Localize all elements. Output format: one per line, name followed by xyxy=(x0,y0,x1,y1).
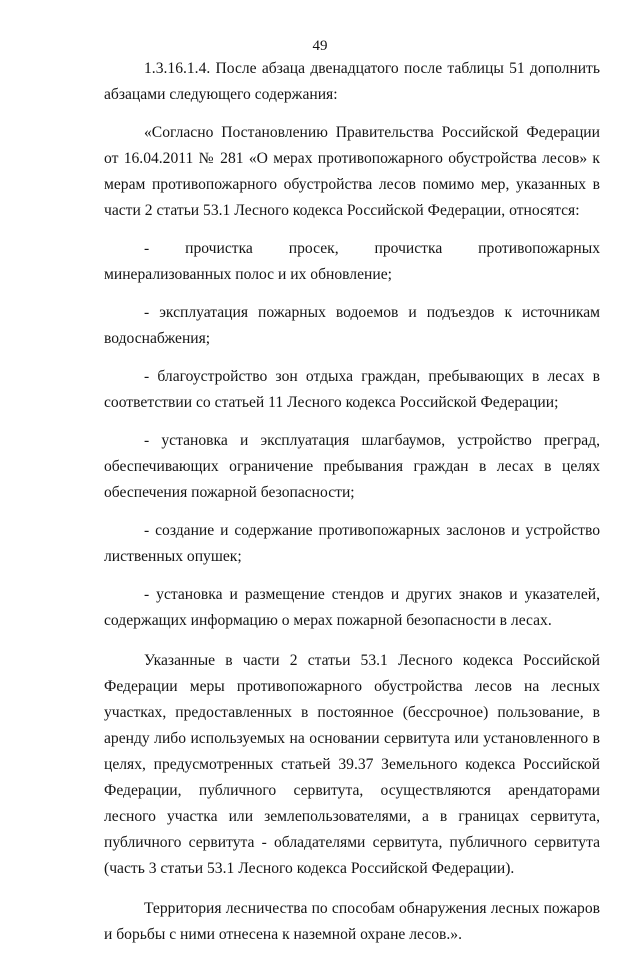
list-item-barriers: - установка и эксплуатация шлагбаумов, устройство преград, обеспечивающих ограничение пребывания граждан в лесах в целях обеспечения пожарной безопасности; xyxy=(104,432,600,501)
list-item-clearing: - прочистка просек, прочистка противопожарных минерализованных полос и их обновление; xyxy=(104,240,600,283)
document-body xyxy=(104,56,600,960)
paragraph-decree-reference: «Согласно Постановлению Правительства Российской Федерации от 16.04.2011 № 281 «О мерах противопожарного обустройства лесов» к мерам противопожарного обустройства лесов помимо мер, указанных в части 2 статьи 53.1 Лесного кодекса Российской Федерации, относятся: xyxy=(104,124,600,219)
list-item-recreation-zones: - благоустройство зон отдыха граждан, пребывающих в лесах в соответствии со статьей 11 Лесного кодекса Российской Федерации; xyxy=(104,368,600,411)
paragraph-ground-protection: Территория лесничества по способам обнаружения лесных пожаров и борьбы с ними отнесена к наземной охране лесов.». xyxy=(104,900,600,943)
list-item-fire-breaks: - создание и содержание противопожарных заслонов и устройство лиственных опушек; xyxy=(104,522,600,565)
list-item-signs: - установка и размещение стендов и других знаков и указателей, содержащих информацию о мерах пожарной безопасности в лесах. xyxy=(104,586,600,629)
page-number: 49 xyxy=(312,38,328,54)
paragraph-amendment-instruction: 1.3.16.1.4. После абзаца двенадцатого после таблицы 51 дополнить абзацами следующего содержания: xyxy=(104,60,600,103)
paragraph-responsible-parties: Указанные в части 2 статьи 53.1 Лесного кодекса Российской Федерации меры противопожарного обустройства лесов на лесных участках, предоставленных в постоянное (бессрочное) пользование, в аренду либо используемых на основании сервитута или установленного в целях, предусмотренных статьей 39.37 Земельного кодекса Российской Федерации, публичного сервитута, осуществляются арендаторами лесного участка или землепользователями, а в границах сервитута, публичного сервитута - обладателями сервитута, публичного сервитута (часть 3 статьи 53.1 Лесного кодекса Российской Федерации). xyxy=(104,652,600,877)
list-item-water-sources: - эксплуатация пожарных водоемов и подъездов к источникам водоснабжения; xyxy=(104,304,600,347)
